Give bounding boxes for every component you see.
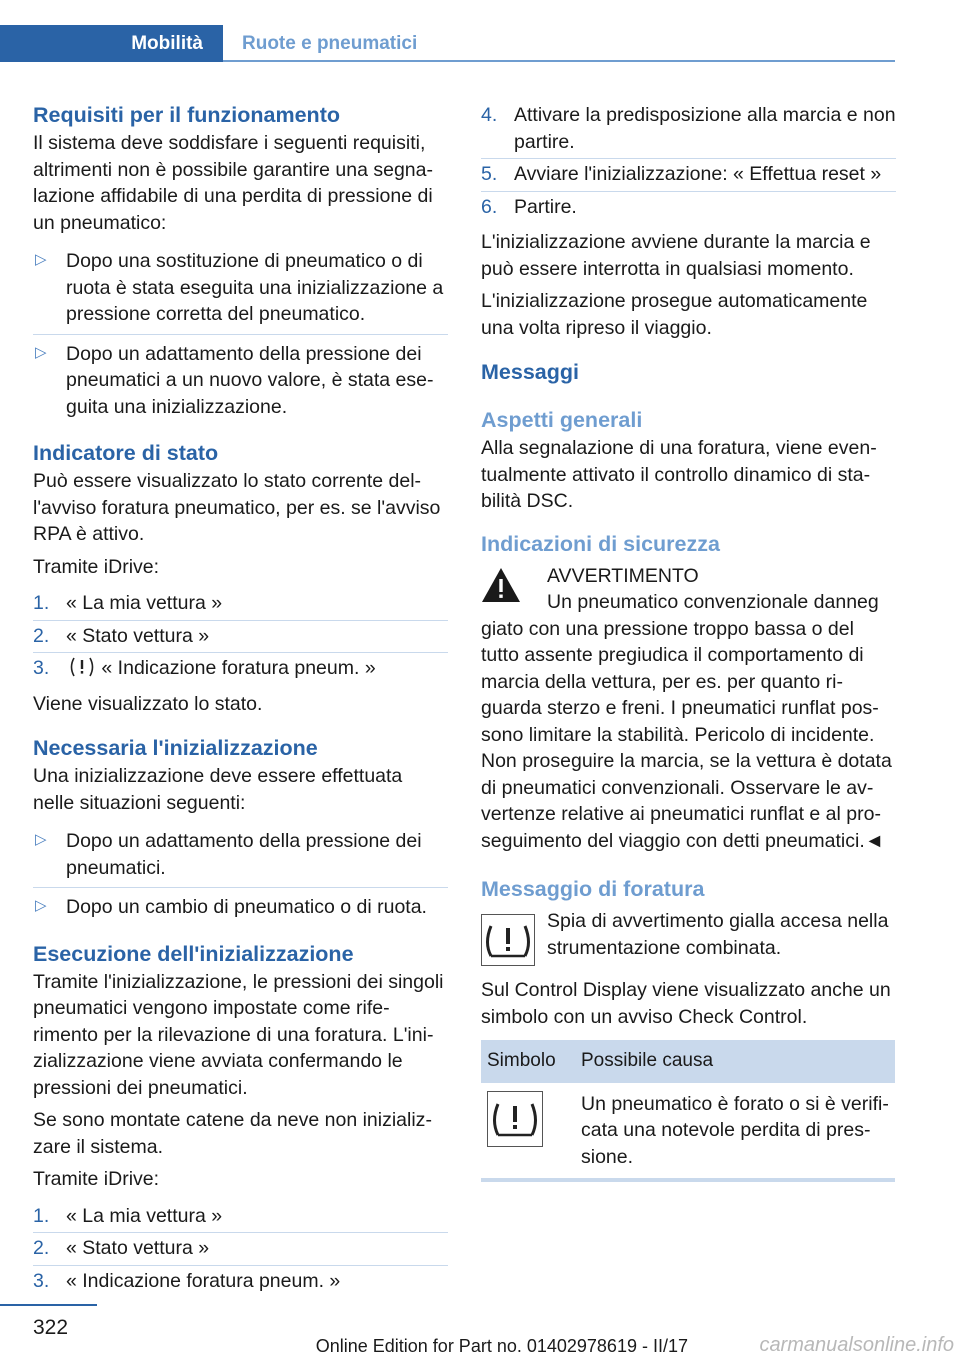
list-item: 2. « Stato vettura » (33, 1233, 448, 1266)
section-title-esecuzione: Esecuzione dell'inizializzazione (33, 941, 354, 966)
triangle-bullet-icon: ▷ (35, 251, 47, 268)
paragraph: Può essere visualizzato lo stato corrente dell'avviso foratura pneumatico, per es. se l'avviso RPA è attivo. (33, 470, 441, 545)
header-divider (223, 60, 895, 62)
header (0, 25, 895, 62)
section-title-indicatore: Indicatore di stato (33, 441, 219, 465)
list-item: ▷ Dopo un cambio di pneumatico o di ruota. (33, 888, 448, 927)
paragraph: Spia di avvertimento gialla accesa nella strumentazione combinata. (547, 910, 889, 959)
list-item: 6. Partire. (481, 195, 577, 218)
list-item: 2. « Stato vettura » (33, 621, 448, 654)
paragraph: Tramite l'inizializzazione, le pressioni dei singoli pneumatici vengono impostate come riferimento per la rilevazione di una foratura. L'inizializzazione viene avviata confermando le pressioni dei pneumatici. (33, 970, 444, 1099)
exec-steps-continued (481, 100, 896, 223)
paragraph: Se sono montate catene da neve non inizializzare il sistema. (33, 1109, 432, 1158)
paragraph: L'inizializzazione prosegue automaticamente una volta ripreso il viaggio. (481, 290, 868, 339)
triangle-bullet-icon: ▷ (35, 831, 47, 848)
message-table (481, 1040, 895, 1182)
section-title-aspetti-generali: Aspetti generali (481, 408, 643, 432)
table-header-symbol: Simbolo (481, 1040, 575, 1083)
section-title-foratura: Messaggio di foratura (481, 877, 705, 901)
tab-ruote-e-pneumatici[interactable]: Ruote e pneumatici (242, 33, 418, 54)
left-column (33, 100, 448, 1297)
page-number: 322 (33, 1316, 69, 1339)
list-item: 3. « Indicazione foratura pneum. » (33, 657, 376, 679)
tab-mobilita[interactable]: Mobilità (0, 25, 223, 62)
warning-triangle-icon (481, 567, 521, 603)
footer-divider (0, 1304, 97, 1306)
paragraph: Sul Control Display viene visualizzato anche un simbolo con un avviso Check Control. (481, 979, 891, 1028)
paragraph: Alla segnalazione di una foratura, viene eventualmente attivato il controllo dinamico di stabilità DSC. (481, 437, 877, 512)
list-item: 4. Attivare la predisposizione alla marcia e non partire. (481, 100, 896, 159)
paragraph: L'inizializzazione avviene durante la marcia e può essere interrotta in qualsiasi momento. (481, 231, 871, 280)
section-title-requisiti: Requisiti per il funzionamento (33, 103, 340, 127)
section-title-messaggi: Messaggi (481, 360, 579, 384)
watermark: carmanualsonline.info (759, 1334, 954, 1356)
exec-steps (33, 1201, 448, 1298)
tire-pressure-warning-icon (481, 914, 535, 966)
table-cell-cause: Un pneumatico è forato o si è verificata una notevole perdita di pressione. (575, 1083, 895, 1181)
triangle-bullet-icon: ▷ (35, 897, 47, 914)
paragraph: Tramite iDrive: (33, 1168, 160, 1190)
warning-text: giato con una pressione troppo bassa o del tutto assente pregiudica il comportamento di marcia della vettura, per es. per quanto riguarda sterzo e freni. I pneumatici runflat possono limitare la stabilità. Pericolo di incidente. Non proseguire la marcia, se la vettura è dotata di pneumatici convenzionali. Osservare le avvertenze relative ai pneumatici runflat e al proseguimento del viaggio con detti pneumatici.◄ (481, 617, 892, 852)
triangle-bullet-icon: ▷ (35, 343, 47, 361)
list-item: 1. « La mia vettura » (33, 588, 448, 621)
list-item: 1. « La mia vettura » (33, 1201, 448, 1234)
status-steps (33, 588, 448, 685)
right-column (481, 100, 896, 1182)
list-item: 3. « Indicazione foratura pneum. » (33, 1269, 341, 1292)
list-item: ▷ Dopo un adattamento della pressione dei pneumatici. (33, 822, 448, 888)
paragraph: Tramite iDrive: (33, 555, 160, 578)
tire-pressure-warning-icon (68, 656, 96, 678)
list-item: ▷ Dopo un adattamento della pressione dei pneumatici a un nuovo valore, è stata eseguita una inizializzazione. (33, 335, 448, 427)
table-header-cause: Possibile causa (575, 1040, 895, 1083)
list-item: 5. Avviare l'inizializzazione: « Effettua reset » (481, 159, 896, 192)
warning-label: AVVERTIMENTO (547, 564, 699, 587)
paragraph: Viene visualizzato lo stato. (33, 692, 263, 715)
warning-text-first-line: Un pneumatico convenzionale danneg (547, 591, 879, 613)
warning-block (481, 563, 896, 855)
paragraph: Il sistema deve soddisfare i seguenti requisiti, altrimenti non è possibile garantire una segnalazione affidabile di una perdita di pressione di un pneumatico: (33, 132, 433, 234)
section-title-sicurezza: Indicazioni di sicurezza (481, 531, 720, 556)
flat-tire-indicator (481, 908, 896, 961)
tire-pressure-warning-icon (487, 1091, 543, 1147)
table-row (481, 1083, 895, 1181)
init-conditions-list (33, 822, 448, 927)
paragraph: Una inizializzazione deve essere effettuata nelle situazioni seguenti: (33, 765, 403, 814)
section-title-inizializzazione: Necessaria l'inizializzazione (33, 736, 318, 760)
table-cell-symbol (481, 1083, 575, 1181)
list-item: ▷ Dopo una sostituzione di pneumatico o di ruota è stata eseguita una inizializzazione a pressione corretta del pneumatico. (33, 242, 448, 335)
edition-text: Online Edition for Part no. 01402978619 - II/17 (315, 1336, 688, 1356)
requirements-list (33, 242, 448, 426)
